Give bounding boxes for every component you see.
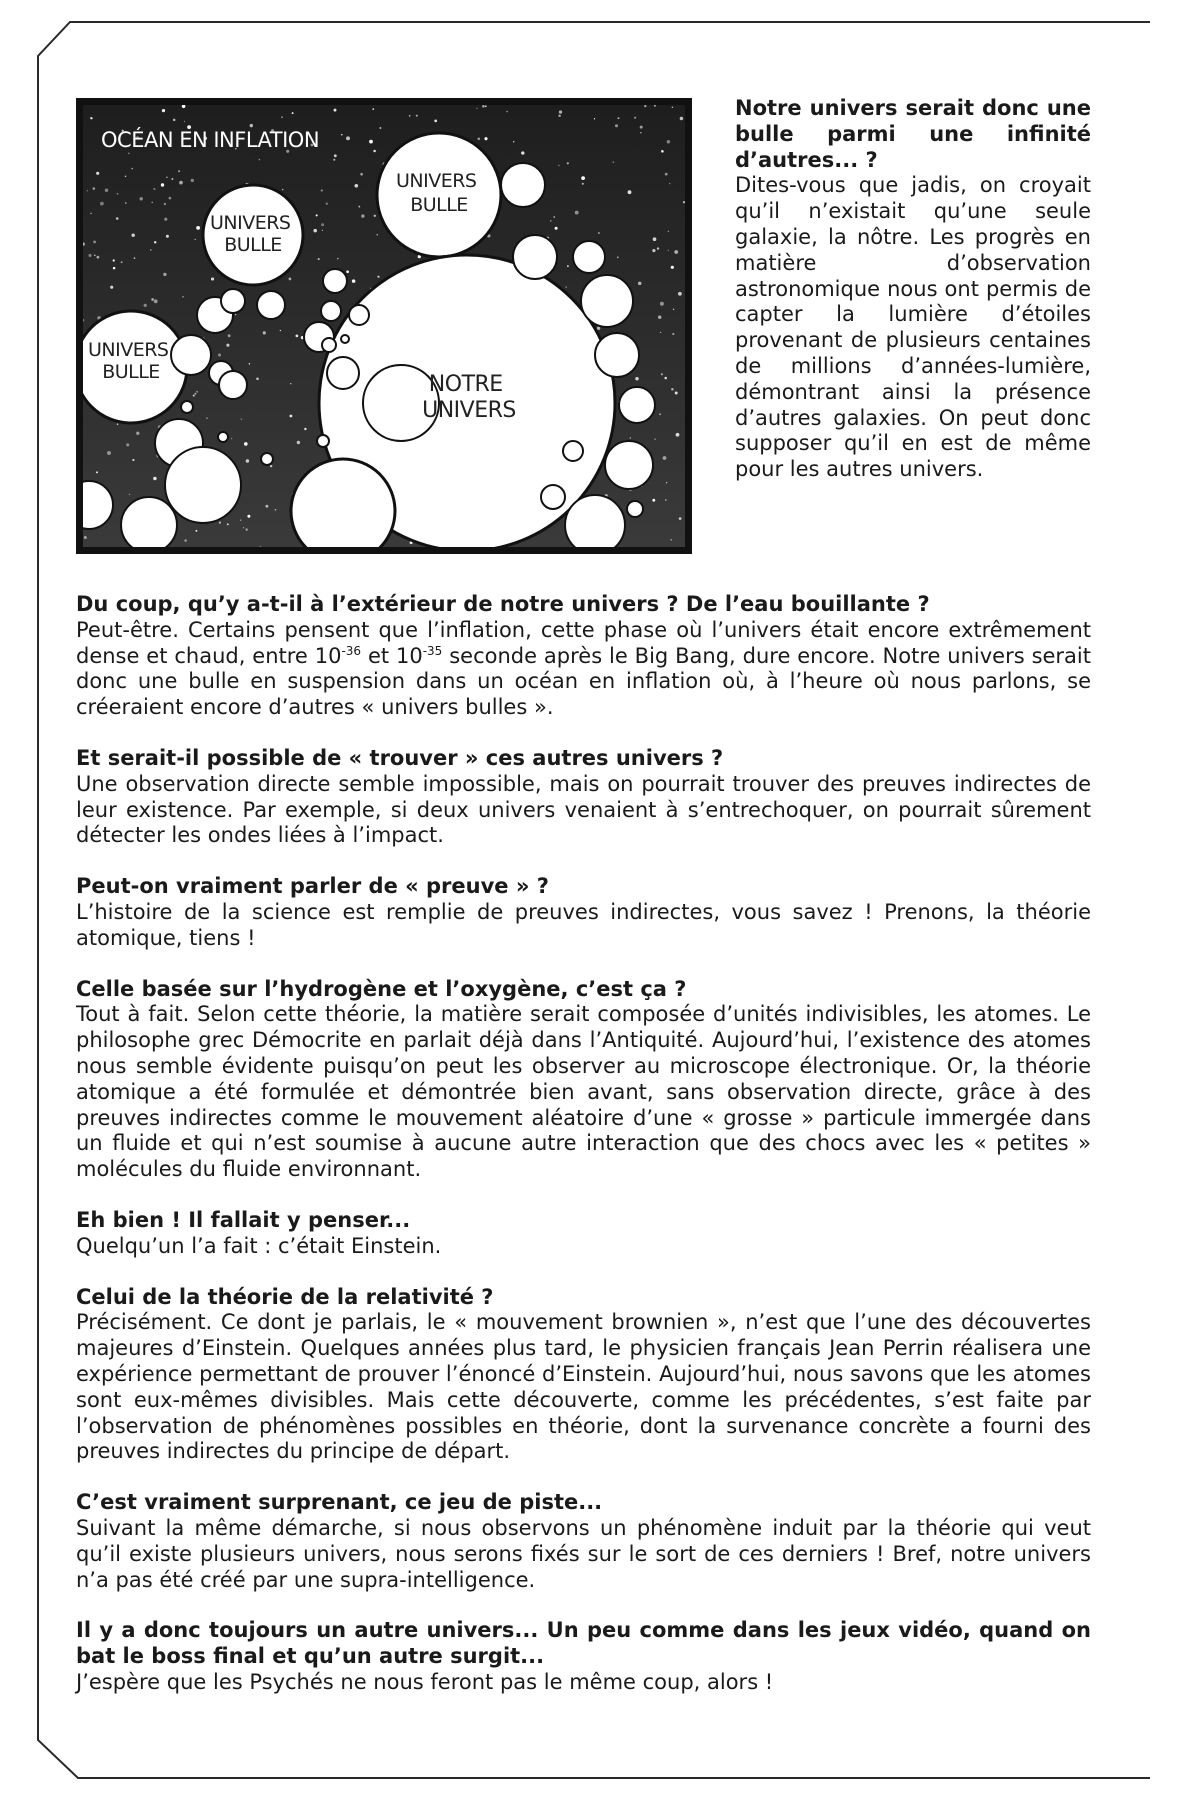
star [125, 176, 126, 177]
star [153, 188, 155, 190]
star [346, 136, 350, 140]
star [680, 117, 683, 120]
star [94, 255, 96, 257]
universe-bubble [321, 301, 341, 321]
star [129, 494, 130, 495]
star [630, 437, 632, 439]
star [195, 530, 197, 532]
star [334, 154, 337, 157]
star [652, 249, 655, 252]
star [658, 315, 661, 318]
star [164, 203, 166, 205]
star [618, 117, 620, 119]
answer: J’espère que les Psychés ne nous feront pas le même coup, alors ! [76, 1669, 774, 1694]
star [228, 334, 231, 337]
star [661, 373, 663, 375]
universe-bubble [221, 289, 245, 313]
star [635, 377, 638, 380]
star [485, 105, 487, 107]
answer: L’histoire de la science est remplie de preuves indirectes, vous savez ! Prenons, la théorie atomique, tiens ! [76, 899, 1091, 950]
star [352, 279, 356, 283]
star [292, 112, 294, 114]
star [659, 413, 661, 415]
star [131, 233, 134, 236]
ocean-label: OCÉAN EN INFLATION [101, 128, 320, 152]
star [231, 438, 233, 440]
star [132, 459, 134, 461]
universe-bubble [171, 335, 211, 375]
star [558, 165, 560, 167]
star [117, 193, 119, 195]
star [96, 471, 98, 473]
star [297, 441, 300, 444]
bubble-label-left: UNIVERS BULLE [87, 339, 169, 383]
star [193, 395, 195, 397]
star [333, 159, 335, 161]
answer: Peut-être. Certains pensent que l’inflation, cette phase où l’univers était encore extrêmement dense et chaud, entre $10^{-36}$ et $10^{-35}$ seconde après le Big Bang, dure encore. Notre univers serait donc une bulle en suspension dans un océan en inflation où, à l’heure où nous parlons, se créeraient encore d’autres « univers bulles ». [76, 617, 1091, 720]
qa-item [76, 592, 1091, 721]
star [153, 477, 156, 480]
star [116, 217, 119, 220]
star [151, 298, 154, 301]
star [558, 115, 561, 118]
star [379, 127, 381, 129]
star [134, 257, 136, 259]
star [361, 214, 364, 217]
star [553, 216, 555, 218]
star [634, 117, 636, 119]
universe-bubble [619, 387, 655, 423]
star [93, 240, 96, 243]
star [360, 173, 363, 176]
star [162, 109, 165, 112]
answer: Une observation directe semble impossible, mais on pourrait trouver des preuves indirectes de leur existence. Par exemple, si deux univers venaient à s’entrechoquer, on pourrait sûrement détecter les ondes liées à l’impact. [76, 771, 1091, 848]
question: C’est vraiment surprenant, ce jeu de piste... [76, 1490, 603, 1515]
star [670, 539, 672, 541]
star [282, 189, 284, 191]
star [669, 183, 671, 185]
star [675, 392, 678, 395]
star [661, 150, 664, 153]
star [144, 304, 147, 307]
star [358, 206, 360, 208]
universe-bubble [513, 235, 557, 279]
qa-item [76, 977, 1091, 1183]
star [263, 331, 266, 334]
answer: Précisément. Ce dont je parlais, le « mouvement brownien », n’est que l’une des découvertes majeures d’Einstein. Quelques années plus tard, le physicien français Jean Perrin réalisera une expérience permettant de prouver l’énoncé d’Einstein. Aujourd’hui, nous savons que les atomes sont eux-mêmes divisibles. Mais cette découverte, comme les précédentes, s’est faite par l’observation de phénomènes possibles en théorie, dont la survenance concrète a fourni des preuves indirectes du principe de départ. [76, 1310, 1091, 1464]
universe-bubble [341, 335, 349, 343]
qa-item [76, 1208, 1091, 1260]
star [169, 197, 172, 200]
star [316, 214, 318, 216]
star [131, 168, 133, 170]
star [665, 173, 668, 176]
universe-bubble [541, 485, 565, 509]
qa-item [76, 1490, 1091, 1593]
illustration-panel [76, 98, 692, 554]
star [334, 109, 337, 112]
star [275, 509, 277, 511]
star [660, 302, 664, 306]
star [173, 119, 176, 122]
star [110, 286, 113, 289]
star [482, 105, 485, 108]
star [575, 211, 579, 215]
star [434, 120, 437, 123]
star [657, 247, 659, 249]
star [179, 181, 183, 185]
star [521, 151, 524, 154]
star [664, 377, 667, 380]
universe-bubble [565, 495, 625, 547]
star [171, 178, 173, 180]
star [567, 265, 569, 267]
universe-bubble [218, 432, 228, 442]
star [260, 546, 261, 547]
universe-bubble [317, 435, 329, 447]
star [150, 249, 151, 250]
universe-bubble [291, 459, 395, 547]
qa-item [76, 746, 1091, 849]
star [290, 383, 291, 384]
star [196, 391, 198, 393]
star [125, 202, 127, 204]
star [270, 465, 272, 467]
star [550, 220, 551, 221]
star [107, 451, 111, 455]
star [676, 433, 680, 437]
universe-bubble [181, 401, 193, 413]
star [117, 423, 119, 425]
star [341, 134, 342, 135]
star [582, 183, 584, 185]
exponent: -35 [422, 643, 443, 658]
star [166, 176, 168, 178]
star [84, 536, 87, 539]
star [377, 234, 378, 235]
answer: Tout à fait. Selon cette théorie, la matière serait composée d’unités indivisibles, les atomes. Le philosophe grec Démocrite en parlait déjà dans l’Antiquité. Aujourd’hui, l’existence des atomes nous semble évidente puisqu’on peut les observer au microscope électronique. Or, la théorie atomique a été formulée et démontrée bien avant, sans observation directe, grâce à des preuves indirectes comme le mouvement aléatoire d’une « grosse » particule immergée dans un fluide et qui n’est soumise à aucune autre interaction que des chocs avec les « petites » molécules du fluide environnant. [76, 1002, 1091, 1182]
star [377, 276, 379, 278]
star [164, 218, 167, 221]
intro-block [735, 96, 1091, 483]
star [139, 197, 142, 200]
bubble-universes-illustration [83, 105, 685, 547]
star [93, 187, 96, 190]
star [671, 266, 674, 269]
universe-bubble [627, 501, 643, 517]
star [638, 282, 642, 286]
star [256, 377, 259, 380]
star [250, 124, 253, 127]
star [355, 184, 359, 188]
star [372, 108, 374, 110]
star [555, 227, 558, 230]
star [161, 183, 164, 186]
universe-bubble [261, 453, 273, 465]
universe-bubble [595, 333, 639, 377]
star [581, 176, 585, 180]
star [665, 499, 667, 501]
universe-bubble [165, 447, 241, 523]
star [245, 528, 247, 530]
universe-bubble [581, 275, 633, 327]
star [151, 202, 153, 204]
question: Il y a donc toujours un autre univers... Un peu comme dans les jeux vidéo, quand on bat le boss final et qu’un autre surgit... [76, 1618, 1091, 1669]
star [163, 273, 166, 276]
star [337, 258, 339, 260]
star [289, 278, 292, 281]
universe-bubble [327, 357, 359, 389]
star [667, 140, 671, 144]
star [182, 296, 184, 298]
universe-bubble [257, 291, 285, 319]
star [113, 259, 115, 261]
star [296, 335, 299, 338]
star [241, 419, 242, 420]
question: Eh bien ! Il fallait y penser... [76, 1207, 411, 1232]
star [654, 438, 655, 439]
star [478, 138, 481, 141]
universe-bubble [121, 497, 177, 547]
star [195, 239, 196, 240]
star [322, 230, 323, 231]
star [617, 256, 619, 258]
star [90, 117, 92, 119]
star [194, 393, 196, 395]
star [674, 250, 678, 254]
universe-bubble [573, 241, 605, 273]
star [227, 523, 229, 525]
star [178, 170, 180, 172]
qa-item [76, 874, 1091, 951]
star [321, 189, 323, 191]
star [191, 179, 194, 182]
star [88, 254, 91, 257]
star [128, 153, 130, 155]
answer: Suivant la même démarche, si nous observons un phénomène induit par la théorie qui veut qu’il existe plusieurs univers, nous serons fixés sur le sort de ces derniers ! Bref, notre univers n’a pas été créé par une supra-intelligence. [76, 1515, 1091, 1592]
star [184, 121, 185, 122]
star [640, 126, 643, 129]
star [218, 354, 221, 357]
universe-bubble [563, 441, 583, 461]
star [679, 517, 682, 520]
question: Peut-on vraiment parler de « preuve » ? [76, 874, 549, 899]
star [613, 161, 615, 163]
star [136, 432, 139, 435]
star [668, 250, 669, 251]
star [678, 292, 682, 296]
star [184, 539, 186, 541]
qa-item [76, 1618, 1091, 1695]
star [673, 309, 674, 310]
interview [76, 592, 1091, 1721]
star [374, 215, 376, 217]
star [113, 267, 116, 270]
star [154, 241, 156, 243]
star [247, 515, 250, 518]
star [484, 137, 487, 140]
star [96, 256, 99, 259]
star [246, 459, 249, 462]
our-universe-label: NOTRE UNIVERS [422, 372, 516, 423]
star [290, 415, 293, 418]
star [672, 107, 673, 108]
star [206, 417, 208, 419]
star [265, 505, 268, 508]
star [513, 141, 514, 142]
star [90, 213, 92, 215]
intro-question: Notre univers serait donc une bulle parmi une infinité d’autres... ? [735, 96, 1091, 172]
star [244, 442, 248, 446]
star [671, 388, 674, 391]
star [318, 258, 320, 260]
bubble-label-top-left: UNIVERS BULLE [209, 212, 291, 256]
star [96, 172, 99, 175]
star [615, 124, 618, 127]
star [87, 190, 88, 191]
star [567, 162, 569, 164]
star [226, 344, 229, 347]
universe-bubble [349, 305, 369, 325]
question: Et serait-il possible de « trouver » ces autres univers ? [76, 745, 724, 770]
universe-bubble [605, 441, 653, 489]
star [598, 232, 600, 234]
star [346, 270, 349, 273]
star [559, 110, 562, 113]
star [652, 499, 655, 502]
universe-bubble [501, 163, 545, 207]
exponent: -36 [341, 643, 362, 658]
star [196, 226, 200, 230]
star [105, 188, 109, 192]
star [565, 286, 566, 287]
star [126, 443, 129, 446]
bubble-label-right: UNIVERS BULLE [395, 170, 477, 216]
star [326, 203, 328, 205]
universe-bubble [219, 371, 247, 399]
star [416, 115, 418, 117]
star [476, 108, 477, 109]
star [640, 132, 641, 133]
star [304, 428, 306, 430]
star [321, 223, 324, 226]
star [219, 522, 221, 524]
star [373, 150, 376, 153]
star [409, 115, 411, 117]
star [506, 111, 508, 113]
intro-answer: Dites-vous que jadis, on croyait qu’il n’existait qu’une seule galaxie, la nôtre. Les progrès en matière d’observation astronomique nous ont permis de capter la lumière d’étoiles provenant de plusieurs centaines de millions d’années-lumière, démontrant ainsi la présence d’autres galaxies. On peut donc supposer qu’il en est de même pour les autres univers. [735, 173, 1091, 482]
star [369, 140, 373, 144]
star [668, 230, 670, 232]
star [644, 105, 646, 107]
star [166, 235, 169, 238]
star [313, 229, 317, 233]
star [259, 159, 261, 161]
question: Celui de la théorie de la relativité ? [76, 1284, 494, 1309]
star [243, 527, 244, 528]
star [249, 363, 251, 365]
answer: Quelqu’un l’a fait : c’était Einstein. [76, 1233, 442, 1258]
star [121, 261, 123, 263]
question: Du coup, qu’y a-t-il à l’extérieur de notre univers ? De l’eau bouillante ? [76, 592, 930, 616]
qa-item [76, 1285, 1091, 1466]
star [628, 190, 632, 194]
question: Celle basée sur l’hydrogène et l’oxygène, c’est ça ? [76, 976, 687, 1001]
star [154, 299, 158, 303]
star [100, 202, 104, 206]
star [211, 277, 214, 280]
universe-bubble [322, 338, 336, 352]
universe-bubble [323, 269, 347, 293]
star [594, 118, 595, 119]
star [240, 519, 242, 521]
star [666, 482, 667, 483]
star [235, 314, 236, 315]
star [281, 117, 282, 118]
star [660, 332, 661, 333]
star [653, 237, 657, 241]
star [663, 456, 667, 460]
star [280, 330, 281, 331]
star [672, 333, 674, 335]
